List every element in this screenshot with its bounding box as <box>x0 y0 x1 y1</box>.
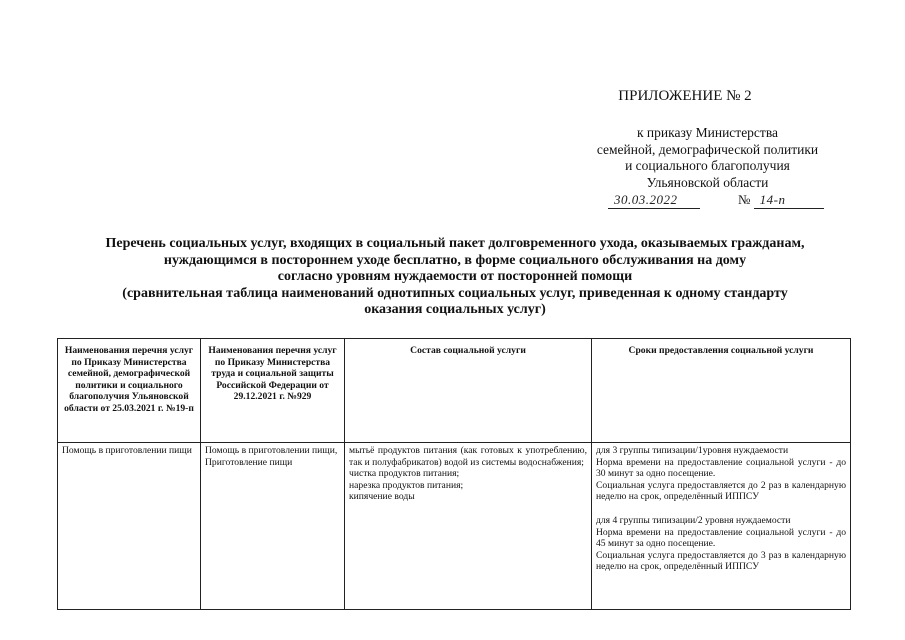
order-line: семейной, демографической политики <box>596 141 819 157</box>
cell-line: кипячение воды <box>349 491 415 503</box>
cell-line: для 4 группы типизации/2 уровня нуждаемости <box>596 514 791 526</box>
title-line: согласно уровням нуждаемости от посторонней помощи <box>277 269 633 284</box>
cell-line: Норма времени на предоставление социальной услуги - до 30 минут за одно посещение. <box>596 456 846 480</box>
header-order-19p: Наименования перечня услуг по Приказу Министерства семейной, демографической политики и социального благополучия Ульяновской области от 25.03.2021 г. №19-п <box>58 339 201 443</box>
cell-line: чистка продуктов питания; <box>349 468 460 480</box>
cell-line: Приготовление пищи <box>205 456 293 468</box>
order-line: Ульяновской области <box>646 174 769 190</box>
handwritten-number: 14-п <box>754 192 824 209</box>
cell-composition <box>345 443 592 610</box>
cell-line: Помощь в приготовлении пищи, <box>205 445 338 456</box>
cell-line: Социальная услуга предоставляется до 3 раз в календарную неделю на срок, определённый ИППСУ <box>596 549 846 573</box>
number-label: № <box>738 192 751 207</box>
table-row <box>58 443 851 610</box>
header-service-composition: Состав социальной услуги <box>345 339 592 443</box>
order-number <box>738 192 824 210</box>
title-line: оказания социальных услуг) <box>364 302 546 317</box>
handwritten-date: 30.03.2022 <box>608 192 700 209</box>
order-reference <box>570 125 845 191</box>
header-order-929: Наименования перечня услуг по Приказу Министерства труда и социальной защиты Российской Федерации от 29.12.2021 г. №929 <box>201 339 345 443</box>
title-line: Перечень социальных услуг, входящих в социальный пакет долговременного ухода, оказываемых гражданам, <box>105 236 805 251</box>
cell-service-name-929 <box>201 443 345 610</box>
services-table <box>57 338 851 610</box>
order-line: и социального благополучия <box>625 158 790 173</box>
order-line: к приказу Министерства <box>636 125 779 140</box>
title-line: (сравнительная таблица наименований однотипных социальных услуг, приведенная к одному стандарту <box>122 285 788 301</box>
cell-line: Норма времени на предоставление социальной услуги - до 45 минут за одно посещение. <box>596 526 846 550</box>
table-header-row <box>58 339 851 443</box>
cell-line: нарезка продуктов питания; <box>349 479 464 491</box>
header-service-terms: Сроки предоставления социальной услуги <box>592 339 851 443</box>
title-line: нуждающимся в постороннем уходе бесплатно, в форме социального обслуживания на дому <box>163 252 747 268</box>
cell-service-name: Помощь в приготовлении пищи <box>58 443 201 610</box>
cell-line: для 3 группы типизации/1уровня нуждаемости <box>596 445 789 456</box>
spacer <box>596 503 846 515</box>
document-title <box>60 236 850 319</box>
cell-terms <box>592 443 851 610</box>
annex-title: ПРИЛОЖЕНИЕ № 2 <box>618 88 752 104</box>
cell-line: Социальная услуга предоставляется до 2 раз в календарную неделю на срок, определённый ИППСУ <box>596 479 846 503</box>
cell-line: мытьё продуктов питания (как готовых к употреблению, так и полуфабрикатов) водой из системы водоснабжения; <box>349 445 587 468</box>
order-date <box>608 192 700 210</box>
